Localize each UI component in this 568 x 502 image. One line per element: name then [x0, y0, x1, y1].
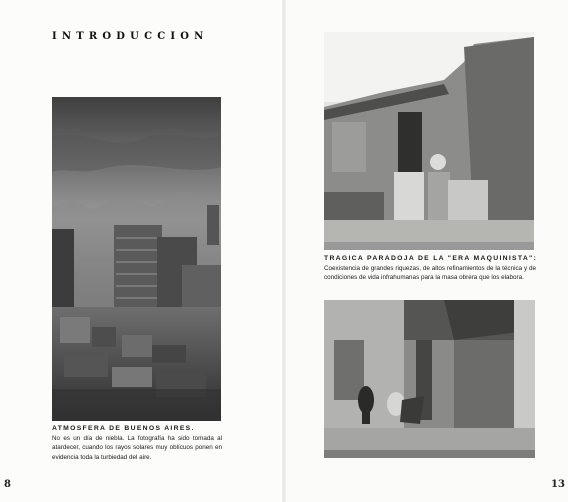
caption-body: No es un día de niebla. La fotografía ha sido tomada al atardecer, cuando los rayos solares muy oblícuos ponen en evidencia toda la turbiedad del aire.: [52, 434, 222, 461]
adobe-house-photo: [324, 32, 534, 250]
buenos-aires-caption: [52, 424, 222, 462]
house-caption: [324, 254, 536, 283]
page-number-left: 8: [4, 479, 11, 490]
caption-title: TRAGICA PARADOJA DE LA "ERA MAQUINISTA":: [324, 255, 538, 262]
page-number-right: 13: [551, 479, 565, 490]
tenement-alley-photo: [324, 300, 535, 458]
book-gutter: [282, 0, 286, 502]
caption-title: ATMOSFERA DE BUENOS AIRES.: [52, 425, 195, 432]
section-heading: INTRODUCCION: [52, 31, 209, 42]
caption-body: Coexistencia de grandes riquezas, de altos refinamientos de la técnica y de condiciones de vida infrahumanas para la masa obrera que los elabora.: [324, 264, 536, 281]
buenos-aires-skyline-photo: [52, 97, 221, 421]
